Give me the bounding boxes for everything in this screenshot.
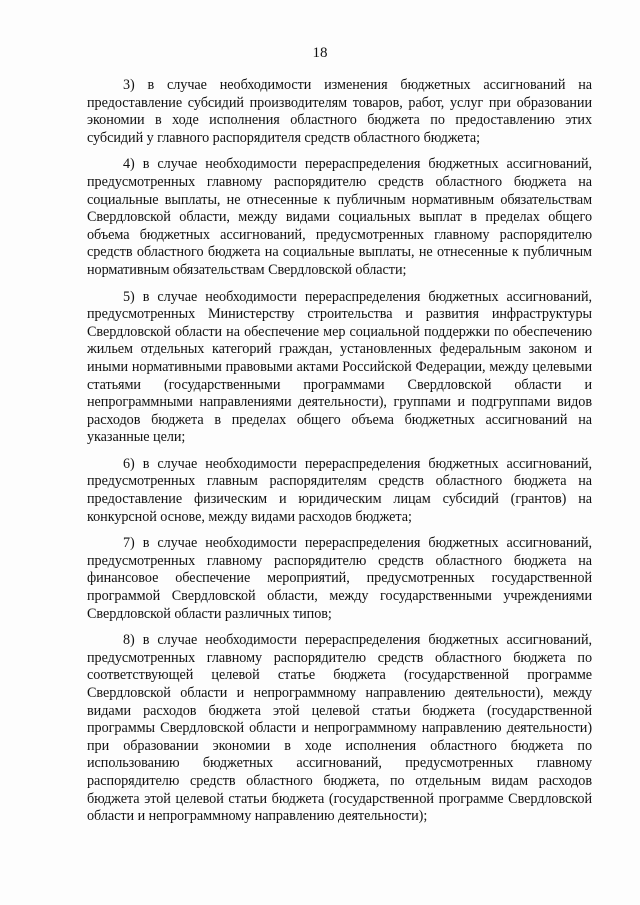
- page-number: 18: [312, 45, 328, 61]
- paragraph-item-5: 5) в случае необходимости перераспределения бюджетных ассигнований, предусмотренных Министерству строительства и развития инфраструктуры Свердловской области на обеспечение мер социальной поддержки по обеспечению жильем отдельных категорий граждан, установленных федеральным законом и иными нормативными правовыми актами Российской Федерации, между целевыми статьями (государственными программами Свердловской области и непрограммными направлениями деятельности), группами и подгруппами видов расходов бюджета в пределах общего объема бюджетных ассигнований на указанные цели;: [87, 288, 592, 446]
- paragraph-item-4: 4) в случае необходимости перераспределения бюджетных ассигнований, предусмотренных главному распорядителю средств областного бюджета на социальные выплаты, не отнесенные к публичным нормативным обязательствам Свердловской области, между видами социальных выплат в пределах общего объема бюджетных ассигнований, предусмотренных главному распорядителю средств областного бюджета на социальные выплаты, не отнесенные к публичным нормативным обязательствам Свердловской области;: [87, 156, 592, 278]
- paragraph-item-7: 7) в случае необходимости перераспределения бюджетных ассигнований, предусмотренных главному распорядителю средств областного бюджета на финансовое обеспечение мероприятий, предусмотренных государственной программой Свердловской области, между государственными учреждениями Свердловской области различных типов;: [87, 535, 592, 622]
- paragraph-item-6: 6) в случае необходимости перераспределения бюджетных ассигнований, предусмотренных главным распорядителям средств областного бюджета на предоставление физическим и юридическим лицам субсидий (грантов) на конкурсной основе, между видами расходов бюджета;: [87, 455, 592, 525]
- document-body: [87, 77, 592, 835]
- paragraph-item-8: 8) в случае необходимости перераспределения бюджетных ассигнований, предусмотренных главному распорядителю средств областного бюджета по соответствующей целевой статье бюджета (государственной программе Свердловской области и непрограммному направлению деятельности), между видами расходов бюджета этой целевой статьи бюджета (государственной программы Свердловской области и непрограммному направлению деятельности) при образовании экономии в ходе исполнения областного бюджета по использованию бюджетных ассигнований, предусмотренных главному распорядителю средств областного бюджета, по отдельным видам расходов бюджета этой целевой статьи бюджета (государственной программе Свердловской области и непрограммному направлению деятельности);: [87, 632, 592, 825]
- paragraph-item-3: 3) в случае необходимости изменения бюджетных ассигнований на предоставление субсидий производителям товаров, работ, услуг при образовании экономии в ходе исполнения областного бюджета по предоставлению этих субсидий у главного распорядителя средств областного бюджета;: [87, 77, 592, 146]
